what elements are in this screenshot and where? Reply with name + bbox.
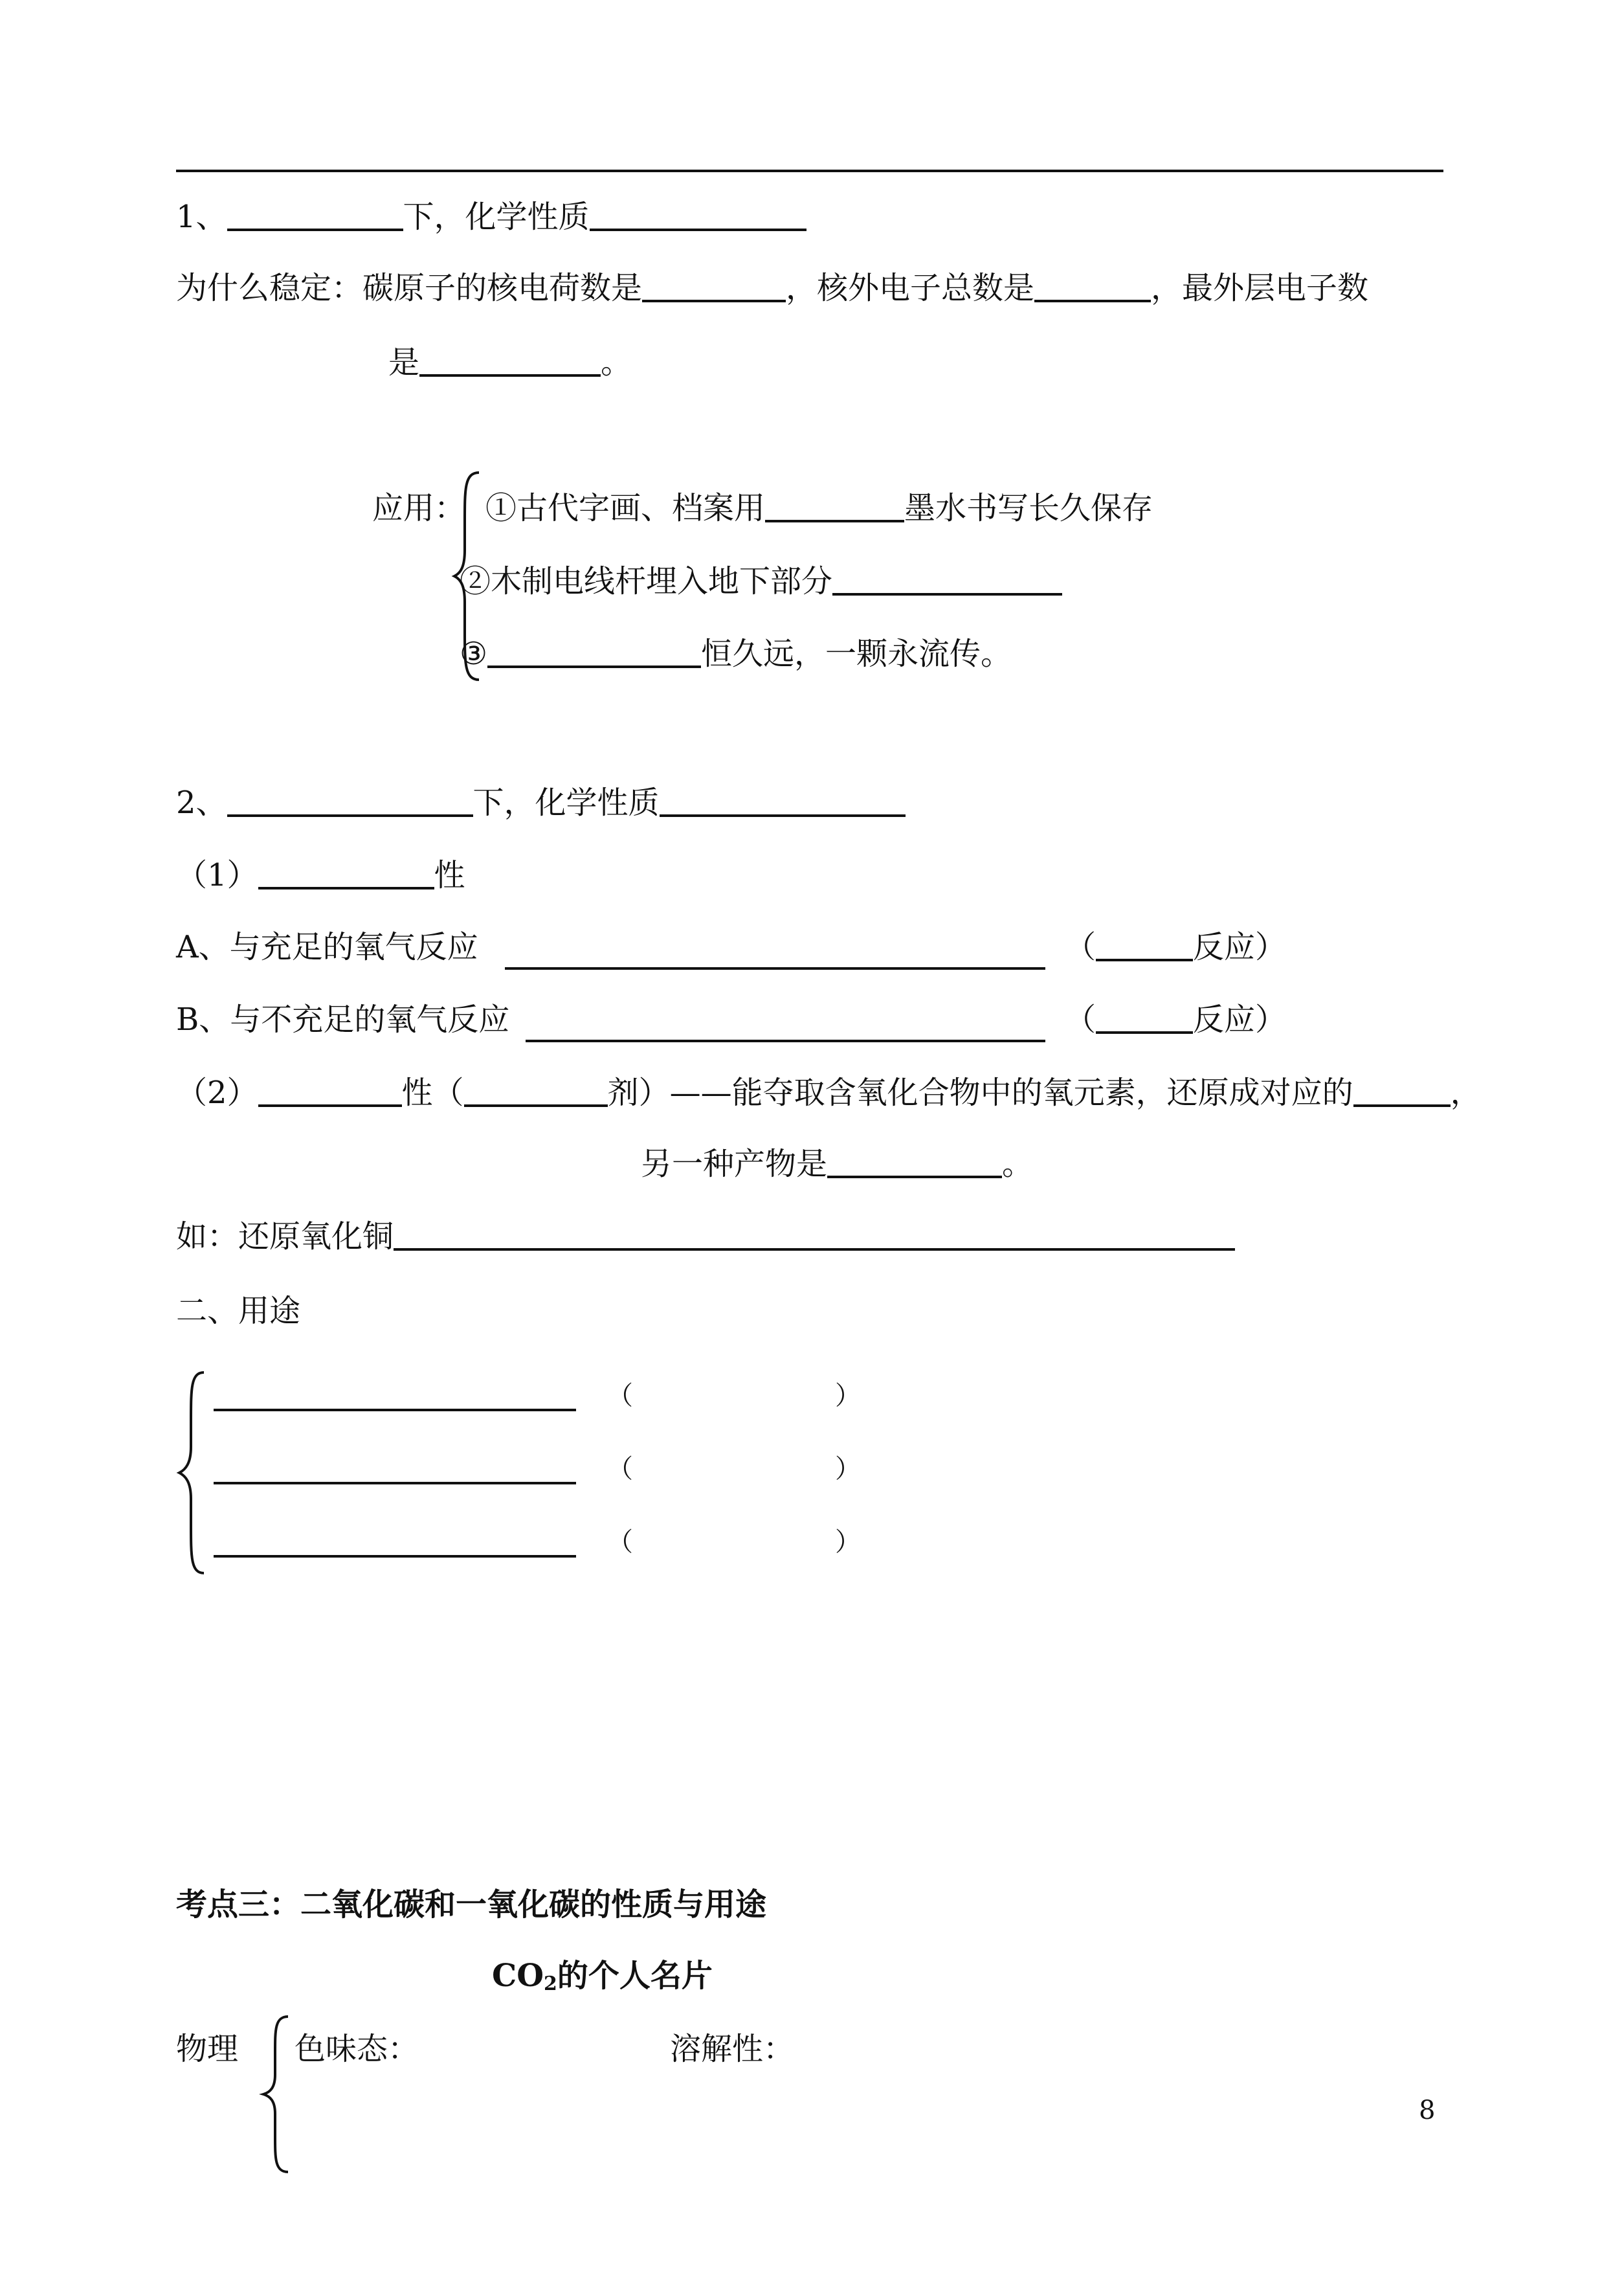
blank [214,1380,576,1411]
uses-brace [178,1369,210,1576]
section1-line1 [176,197,806,236]
line-text: ，核外电子总数是 [786,270,1035,306]
blank [1096,1003,1193,1034]
section1-line3 [388,343,632,382]
blank [505,939,1045,970]
color-state-label: 色味态： [295,2031,419,2067]
line-text: 恒久远，一颗永流传。 [701,636,1012,672]
line-text: 。 [1002,1146,1034,1182]
blank [765,491,904,522]
section2-sub2 [176,1073,1482,1112]
co2-card-title [492,1956,713,2004]
blank [1096,930,1193,961]
line-text: ②木制电线杆埋入地下部分 [460,563,833,599]
line-text: 性 [434,857,465,893]
blank [487,637,701,668]
solubility-label: 溶解性： [670,2031,795,2067]
example-line [176,1217,1235,1256]
line-text: （1） [176,857,258,893]
line-text: 是 [388,344,420,381]
physical-label: 物理 [176,2031,239,2067]
uses-row-2-close: ） [835,1454,861,1484]
blank [590,200,806,231]
line-text: 为什么稳定：碳原子的核电荷数是 [176,270,643,306]
page-number: 8 [1419,2096,1436,2125]
blank [227,786,473,817]
formula-text: CO [492,1958,544,1994]
section1-line2 [176,269,1368,308]
blank [227,200,403,231]
line-text: ， [1450,1075,1482,1111]
uses-heading: 二、用途 [176,1293,301,1329]
section3-title: 考点三：二氧化碳和一氧化碳的性质与用途 [176,1886,767,1923]
line-text: 的个人名片 [557,1958,713,1994]
line-text: ①古代字画、档案用 [485,490,766,526]
blank [660,786,906,817]
blank [464,1076,608,1107]
uses-row-3-open: （ [607,1527,633,1557]
blank [419,346,601,377]
blank [642,271,786,302]
blank [394,1220,1235,1251]
blank [832,565,1062,596]
physical-brace [262,2013,295,2175]
section2-line1 [176,783,906,822]
line-text: 反应） [1193,929,1287,965]
blank [1353,1076,1451,1107]
blank [214,1527,576,1558]
line-text: 下，化学性质 [403,199,590,235]
application-item-3 [460,634,1012,673]
uses-row-2-open: （ [607,1454,633,1484]
blank [214,1453,576,1484]
section2-sub1 [176,856,465,895]
line-text: （ [1065,929,1096,965]
line-text: 下，化学性质 [473,785,660,821]
line-text: 另一种产物是 [641,1146,828,1182]
line-text: （ [1065,1001,1096,1038]
line-text: 剂）——能夺取含氧化合物中的氧元素，还原成对应的 [607,1075,1353,1111]
item-number: 1、 [176,199,227,235]
blank [258,1076,402,1107]
section2-sub2-continued [641,1145,1033,1183]
line-text: （2） [176,1075,258,1111]
blank [827,1147,1002,1178]
line-text: ③ [460,636,488,672]
reaction-b-label: B、与不充足的氧气反应 [176,1001,510,1038]
uses-row-1-open: （ [607,1381,633,1411]
header-rule [176,170,1443,172]
formula-subscript: 2 [544,1973,557,1995]
blank [258,858,434,889]
reaction-a-type [1065,928,1286,967]
blank [1034,271,1151,302]
line-text: 如：还原氧化铜 [176,1218,394,1255]
line-text: 墨水书写长久保存 [904,490,1153,526]
item-number: 2、 [176,785,227,821]
blank [526,1011,1045,1042]
line-text: ，最外层电子数 [1151,270,1369,306]
reaction-a-label: A、与充足的氧气反应 [176,929,478,965]
line-text: 。 [601,344,632,381]
line-text: 反应） [1193,1001,1287,1038]
reaction-b-type [1065,1000,1286,1039]
line-text: 性（ [401,1075,464,1111]
uses-row-3-close: ） [835,1527,861,1557]
application-label: 应用： [372,490,466,526]
application-item-2 [460,562,1062,601]
application-item-1 [485,489,1153,528]
uses-row-1-close: ） [835,1381,861,1411]
